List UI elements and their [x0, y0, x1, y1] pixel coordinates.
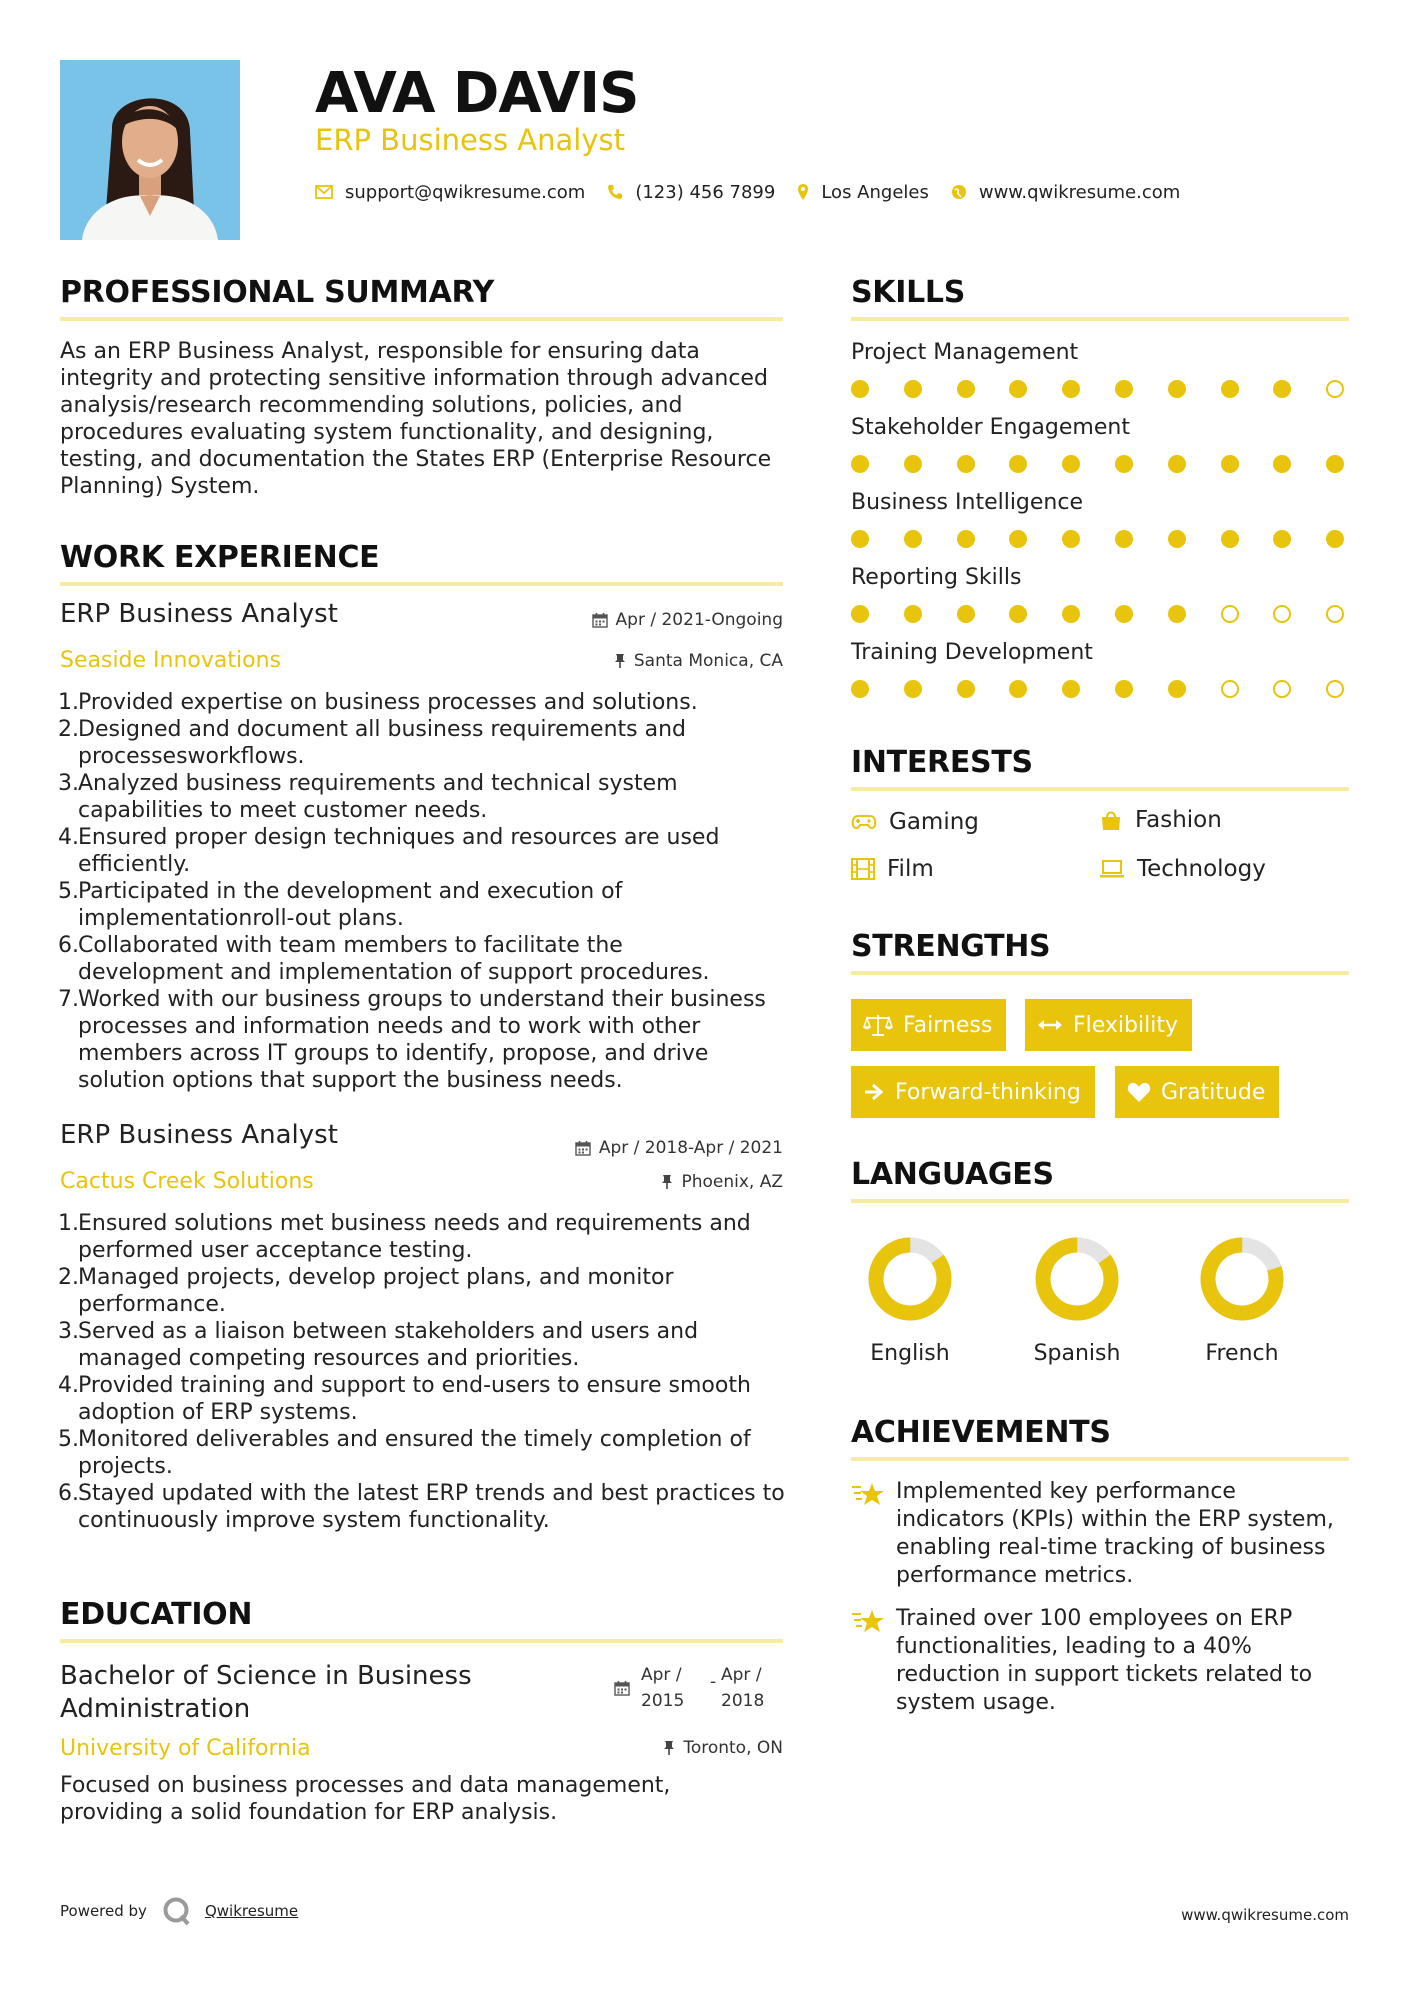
job-location [560, 1171, 783, 1193]
film-icon [851, 858, 875, 880]
skill-dot-filled [957, 380, 975, 398]
skill-dot-filled [904, 380, 922, 398]
qwikresume-logo-icon [161, 1896, 193, 1926]
skill-dot-filled [1062, 680, 1080, 698]
language-label: English [870, 1341, 950, 1366]
job-title: ERP Business Analyst [60, 599, 338, 629]
duty-number: 7. [58, 987, 79, 1012]
skill-dot-filled [851, 605, 869, 623]
calendar-icon [614, 1680, 630, 1696]
duty-item [60, 1318, 800, 1372]
languages-rule [851, 1199, 1349, 1203]
achievement-text [896, 1478, 1356, 1590]
duty-line: development and implementation of support procedures. [78, 960, 710, 985]
education-date-end-month: Apr / [721, 1665, 762, 1685]
language-donut [1182, 1219, 1302, 1339]
job-duties-list [60, 1210, 800, 1534]
strength-label: Fairness [903, 1012, 993, 1038]
education-date-end-year: 2018 [721, 1691, 765, 1711]
skill-dot-empty [1221, 680, 1239, 698]
skill-dot-empty [1326, 605, 1344, 623]
duty-number: 3. [58, 771, 79, 796]
duty-item [60, 878, 800, 932]
duty-line: Analyzed business requirements and technical system [78, 771, 678, 796]
skill-dot-filled [904, 680, 922, 698]
duty-number: 3. [58, 1319, 79, 1344]
skill-dot-filled [1221, 380, 1239, 398]
achievements-heading: ACHIEVEMENTS [851, 1415, 1111, 1450]
skill-rating [851, 680, 1349, 700]
duty-line: processes and information needs and to work with other [78, 1014, 701, 1039]
heart-icon [1127, 1081, 1151, 1103]
education-location-text: Toronto, ON [683, 1738, 783, 1758]
interest-item-technology [1099, 855, 1266, 883]
skill-dot-filled [957, 605, 975, 623]
skill-dot-filled [1115, 605, 1133, 623]
duty-item [60, 824, 800, 878]
skill-dot-filled [1326, 455, 1344, 473]
footer-powered-by [60, 1896, 298, 1926]
summary-line: integrity and protecting sensitive information through advanced [60, 366, 768, 391]
duty-number: 1. [58, 1211, 79, 1236]
duty-line: processesworkflows. [78, 744, 305, 769]
job-date [560, 609, 783, 631]
duty-item [60, 716, 800, 770]
degree-title-line2: Administration [60, 1694, 251, 1724]
achievement-line: reduction in support tickets related to [896, 1662, 1313, 1687]
duty-line: Collaborated with team members to facilitate the [78, 933, 623, 958]
gamepad-icon [851, 814, 877, 830]
pushpin-icon [661, 1174, 673, 1190]
duty-item [60, 1426, 800, 1480]
skill-label: Training Development [851, 640, 1093, 665]
duty-line: Served as a liaison between stakeholders and users and [78, 1319, 699, 1344]
duty-item [60, 1264, 800, 1318]
duty-line: Ensured solutions met business needs and requirements and [78, 1211, 751, 1236]
language-donut-chart [1017, 1219, 1137, 1339]
language-label: French [1205, 1341, 1279, 1366]
duty-line: performed user acceptance testing. [78, 1238, 473, 1263]
skill-dot-filled [1326, 530, 1344, 548]
interest-label: Film [887, 856, 934, 882]
donut-fill [1030, 1232, 1125, 1327]
education-date-start-month: Apr / [641, 1665, 682, 1685]
donut-fill [863, 1232, 958, 1327]
duty-item [60, 1480, 800, 1534]
duty-line: Managed projects, develop project plans, and monitor [78, 1265, 674, 1290]
skill-dot-filled [904, 455, 922, 473]
skill-dot-empty [1326, 680, 1344, 698]
strength-pill-forward-thinking [851, 1066, 1095, 1118]
skill-dot-filled [851, 380, 869, 398]
arrows-horizontal-icon [1037, 1018, 1063, 1032]
achievement-text [896, 1605, 1356, 1717]
skill-dot-filled [957, 455, 975, 473]
duty-line: solution options that support the business needs. [78, 1068, 623, 1093]
strength-label: Gratitude [1161, 1079, 1266, 1105]
skill-dot-filled [1273, 380, 1291, 398]
duty-number: 2. [58, 1265, 79, 1290]
skill-dot-filled [1062, 380, 1080, 398]
job-company: Cactus Creek Solutions [60, 1169, 314, 1194]
globe-icon [951, 184, 967, 200]
achievement-item [851, 1478, 1351, 1598]
duty-number: 4. [58, 825, 79, 850]
skill-dot-filled [957, 530, 975, 548]
skill-dot-empty [1273, 605, 1291, 623]
duty-number: 4. [58, 1373, 79, 1398]
job-company: Seaside Innovations [60, 648, 281, 673]
summary-rule [60, 317, 783, 321]
duty-line: Provided training and support to end-users to ensure smooth [78, 1373, 751, 1398]
summary-line: analysis/research recommending solutions, policies, and [60, 393, 683, 418]
skill-rating [851, 455, 1349, 475]
skill-dot-filled [1221, 455, 1239, 473]
job-date-text: Apr / 2021-Ongoing [615, 610, 783, 630]
contact-email[interactable] [315, 182, 585, 203]
skill-dot-filled [1273, 455, 1291, 473]
duty-item [60, 932, 800, 986]
pushpin-icon [614, 653, 626, 669]
skill-rating [851, 380, 1349, 400]
brand-link[interactable]: Qwikresume [204, 1902, 299, 1920]
achievement-line: performance metrics. [896, 1563, 1134, 1588]
website-text: www.qwikresume.com [978, 181, 1181, 203]
skill-dot-filled [957, 680, 975, 698]
skill-dot-filled [904, 530, 922, 548]
achievement-line: Trained over 100 employees on ERP [896, 1606, 1293, 1631]
duty-line: managed competing resources and priorities. [78, 1346, 580, 1371]
duty-line: members across IT groups to identify, propose, and drive [78, 1041, 709, 1066]
contact-location [797, 182, 929, 203]
powered-by-text: Powered by [60, 1902, 147, 1920]
interests-rule [851, 787, 1349, 791]
achievement-line: enabling real-time tracking of business [896, 1535, 1326, 1560]
summary-line: procedures evaluating system functionality, and designing, [60, 420, 714, 445]
duty-number: 1. [58, 690, 79, 715]
duty-item [60, 770, 800, 824]
interests-heading: INTERESTS [851, 745, 1033, 780]
duty-line: implementationroll-out plans. [78, 906, 404, 931]
education-heading: EDUCATION [60, 1597, 253, 1632]
education-location [560, 1737, 783, 1759]
language-donut [1017, 1219, 1137, 1339]
summary-heading: PROFESSIONAL SUMMARY [60, 275, 495, 310]
summary-line: testing, and documentation the States ERP (Enterprise Resource [60, 447, 772, 472]
envelope-icon [315, 185, 333, 199]
strength-pill-gratitude [1115, 1066, 1279, 1118]
duty-number: 5. [58, 1427, 79, 1452]
duty-line: Monitored deliverables and ensured the timely completion of [78, 1427, 751, 1452]
email-text: support@qwikresume.com [345, 181, 586, 203]
education-description-line: Focused on business processes and data management, [60, 1773, 671, 1798]
achievement-line: system usage. [896, 1690, 1056, 1715]
education-calendar [614, 1680, 630, 1700]
skill-dot-filled [1168, 530, 1186, 548]
skill-dot-filled [851, 680, 869, 698]
duty-line: efficiently. [78, 852, 191, 877]
interest-label: Fashion [1135, 807, 1222, 833]
job-location-text: Phoenix, AZ [681, 1172, 783, 1192]
skill-dot-filled [1168, 680, 1186, 698]
skill-dot-filled [1273, 530, 1291, 548]
skill-label: Stakeholder Engagement [851, 415, 1130, 440]
education-description-line: providing a solid foundation for ERP analysis. [60, 1800, 558, 1825]
language-donut-chart [1182, 1219, 1302, 1339]
star-badge-icon [851, 1481, 885, 1511]
phone-text: (123) 456 7899 [635, 181, 776, 203]
skill-label: Reporting Skills [851, 565, 1022, 590]
skill-dot-filled [1168, 455, 1186, 473]
duty-line: continuously improve system functionality. [78, 1508, 550, 1533]
donut-fill [1199, 1236, 1285, 1322]
skills-heading: SKILLS [851, 275, 966, 310]
job-title: ERP Business Analyst [60, 1120, 338, 1150]
skills-rule [851, 317, 1349, 321]
arrow-right-icon [863, 1082, 885, 1102]
skill-dot-filled [1062, 530, 1080, 548]
skill-dot-filled [1062, 455, 1080, 473]
skill-dot-filled [1115, 680, 1133, 698]
strengths-heading: STRENGTHS [851, 929, 1051, 964]
location-text: Los Angeles [821, 181, 929, 203]
skill-dot-empty [1221, 605, 1239, 623]
skill-label: Business Intelligence [851, 490, 1084, 515]
job-date-text: Apr / 2018-Apr / 2021 [598, 1138, 783, 1158]
duty-line: Ensured proper design techniques and resources are used [78, 825, 720, 850]
duty-item [60, 689, 800, 716]
balance-scale-icon [863, 1013, 893, 1037]
duty-number: 2. [58, 717, 79, 742]
education-date-start-year: 2015 [641, 1691, 685, 1711]
strength-pill-flexibility [1025, 999, 1192, 1051]
achievement-line: indicators (KPIs) within the ERP system, [896, 1507, 1334, 1532]
skill-dot-filled [1009, 680, 1027, 698]
duty-line: Worked with our business groups to understand their business [78, 987, 766, 1012]
skill-dot-filled [851, 455, 869, 473]
strength-label: Flexibility [1073, 1012, 1178, 1038]
skill-dot-filled [1009, 380, 1027, 398]
skill-dot-filled [1168, 380, 1186, 398]
degree-title-line1: Bachelor of Science in Business [60, 1661, 472, 1691]
strength-label: Forward-thinking [895, 1079, 1081, 1105]
duty-line: Provided expertise on business processes and solutions. [78, 690, 698, 715]
summary-text [60, 338, 790, 500]
skill-dot-filled [1115, 380, 1133, 398]
duty-item [60, 1210, 800, 1264]
job-location-text: Santa Monica, CA [633, 651, 783, 671]
skill-dot-filled [851, 530, 869, 548]
language-label: Spanish [1033, 1341, 1121, 1366]
contact-phone[interactable] [607, 182, 775, 203]
contact-website[interactable] [951, 182, 1180, 203]
summary-line: Planning) System. [60, 474, 260, 499]
experience-rule [60, 582, 783, 586]
calendar-icon [592, 612, 608, 628]
duty-item [60, 986, 800, 1094]
portrait-image [60, 60, 240, 240]
job-duties-list [60, 689, 800, 1094]
star-badge-icon [851, 1608, 885, 1638]
map-pin-icon [797, 183, 809, 201]
experience-heading: WORK EXPERIENCE [60, 540, 380, 575]
education-description [60, 1772, 790, 1826]
job-date [540, 1137, 783, 1159]
strength-pill-fairness [851, 999, 1006, 1051]
profile-photo [60, 60, 240, 240]
duty-line: Participated in the development and execution of [78, 879, 623, 904]
skill-dot-filled [1009, 530, 1027, 548]
laptop-icon [1099, 859, 1125, 879]
skill-rating [851, 530, 1349, 550]
footer-website[interactable]: www.qwikresume.com [1181, 1906, 1349, 1924]
pushpin-icon [663, 1740, 675, 1756]
duty-line: performance. [78, 1292, 226, 1317]
skill-dot-filled [1009, 455, 1027, 473]
interest-item-gaming [851, 808, 979, 836]
interest-label: Technology [1137, 856, 1266, 882]
skill-dot-filled [1221, 530, 1239, 548]
achievement-line: functionalities, leading to a 40% [896, 1634, 1252, 1659]
skill-label: Project Management [851, 340, 1079, 365]
skill-dot-filled [1115, 455, 1133, 473]
education-rule [60, 1639, 783, 1643]
languages-heading: LANGUAGES [851, 1157, 1054, 1192]
skill-dot-filled [1009, 605, 1027, 623]
strengths-rule [851, 971, 1349, 975]
duty-number: 6. [58, 933, 79, 958]
candidate-name: AVA DAVIS [315, 61, 639, 126]
language-donut-chart [850, 1219, 970, 1339]
duty-line: Designed and document all business requirements and [78, 717, 686, 742]
candidate-role: ERP Business Analyst [315, 123, 625, 157]
job-location [560, 650, 783, 672]
duty-line: Stayed updated with the latest ERP trends and best practices to [78, 1481, 785, 1506]
interest-label: Gaming [889, 809, 979, 835]
interest-item-fashion [1099, 806, 1222, 834]
duty-line: projects. [78, 1454, 173, 1479]
duty-line: adoption of ERP systems. [78, 1400, 358, 1425]
education-date-separator: - [710, 1672, 717, 1692]
skill-dot-empty [1326, 380, 1344, 398]
summary-line: As an ERP Business Analyst, responsible for ensuring data [60, 339, 700, 364]
skill-dot-empty [1273, 680, 1291, 698]
skill-dot-filled [1115, 530, 1133, 548]
duty-line: capabilities to meet customer needs. [78, 798, 488, 823]
skill-dot-filled [1168, 605, 1186, 623]
phone-icon [607, 184, 623, 200]
skill-rating [851, 605, 1349, 625]
achievement-item [851, 1605, 1351, 1725]
achievement-line: Implemented key performance [896, 1479, 1236, 1504]
achievements-rule [851, 1457, 1349, 1461]
education-date-start [641, 1662, 684, 1714]
skill-dot-filled [904, 605, 922, 623]
shopping-bag-icon [1099, 809, 1123, 831]
school-name: University of California [60, 1736, 311, 1761]
education-date-end [721, 1662, 764, 1714]
calendar-icon [575, 1140, 591, 1156]
language-donut [850, 1219, 970, 1339]
duty-number: 5. [58, 879, 79, 904]
interest-item-film [851, 855, 934, 883]
duty-number: 6. [58, 1481, 79, 1506]
skill-dot-filled [1062, 605, 1080, 623]
contact-bar [315, 178, 1202, 206]
duty-item [60, 1372, 800, 1426]
